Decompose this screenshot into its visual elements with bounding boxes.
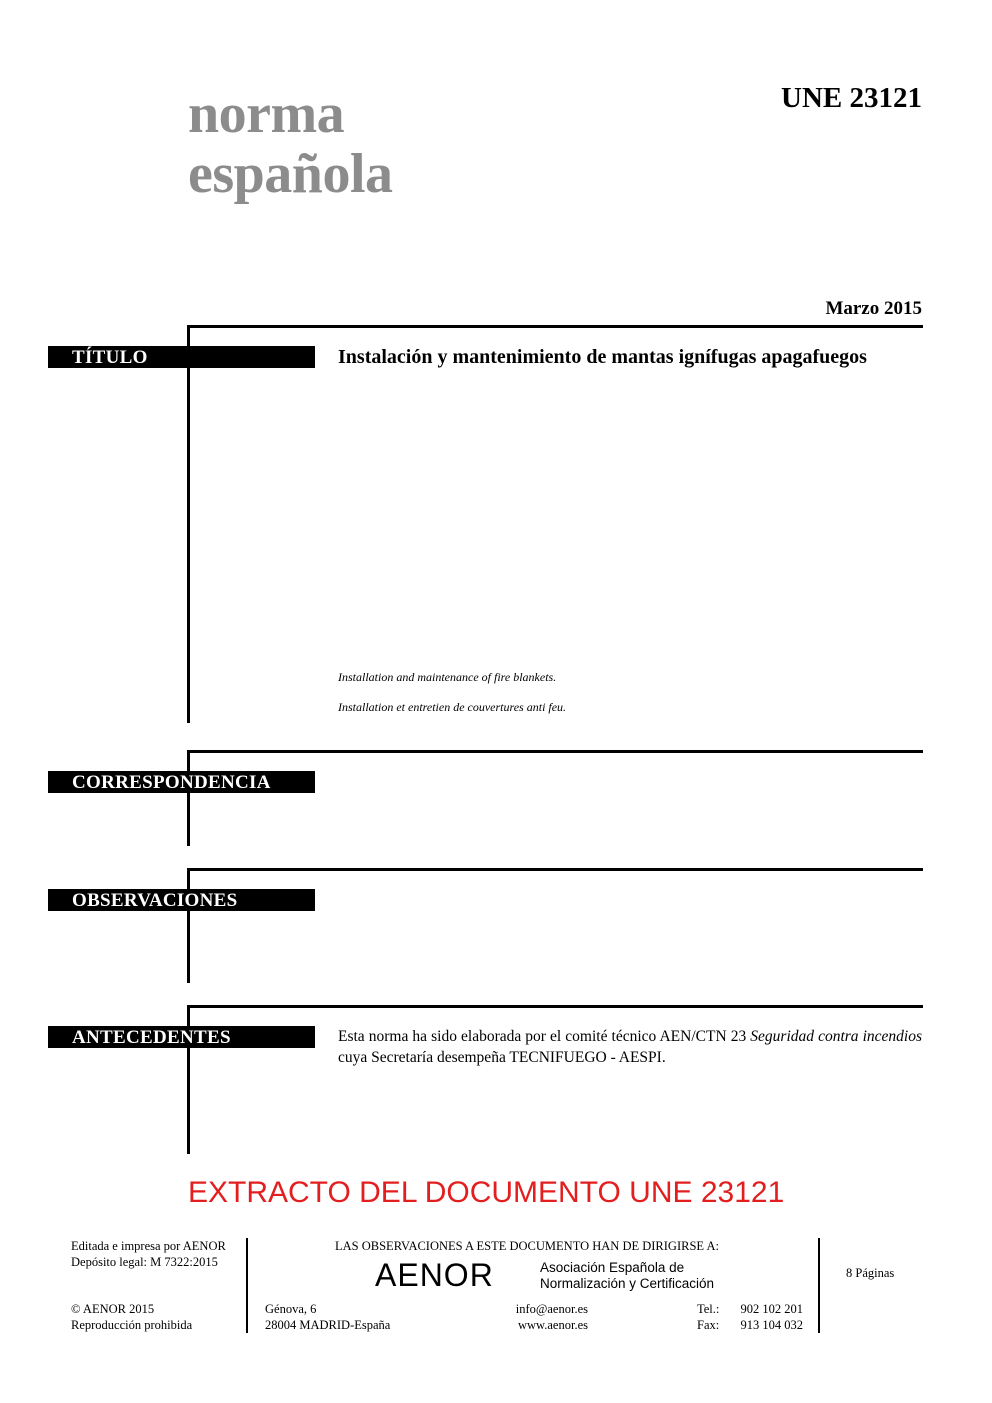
aenor-logo: AENOR (375, 1257, 494, 1293)
section-divider-correspondencia (187, 750, 923, 753)
address-city: 28004 MADRID-España (265, 1318, 391, 1332)
address-street: Génova, 6 (265, 1302, 317, 1316)
document-title: Instalación y mantenimiento de mantas ignífugas apagafuegos (338, 346, 867, 368)
label-titulo: TÍTULO (48, 346, 315, 368)
label-antecedentes: ANTECEDENTES (48, 1026, 315, 1048)
reproduction-notice: Reproducción prohibida (71, 1318, 193, 1332)
footer-divider-right (818, 1238, 820, 1333)
aenor-org-name: Asociación Española de Normalización y Certificación (540, 1260, 715, 1291)
tel-number: 902 102 201 (740, 1302, 803, 1316)
contact-email[interactable]: info@aenor.es (515, 1302, 588, 1316)
footer-phone-numbers (733, 1301, 803, 1333)
section-divider-titulo (187, 325, 923, 328)
label-observaciones: OBSERVACIONES (48, 889, 315, 911)
tel-label: Tel.: (697, 1302, 720, 1316)
contact-web[interactable]: www.aenor.es (517, 1318, 588, 1332)
footer-publisher (71, 1238, 226, 1270)
label-correspondencia: CORRESPONDENCIA (48, 771, 315, 793)
fax-label: Fax: (697, 1318, 720, 1332)
section-divider-observaciones (187, 868, 923, 871)
legal-deposit: Depósito legal: M 7322:2015 (71, 1255, 218, 1269)
committee-name: Seguridad contra incendios (750, 1028, 922, 1045)
title-english: Installation and maintenance of fire blankets. (338, 670, 557, 684)
footer-divider-left (246, 1238, 248, 1333)
publication-date: Marzo 2015 (825, 298, 922, 319)
extract-notice: EXTRACTO DEL DOCUMENTO UNE 23121 (188, 1176, 785, 1209)
section-vline-titulo (187, 325, 190, 723)
section-vline-correspondencia (187, 750, 190, 846)
copyright: © AENOR 2015 (71, 1302, 155, 1316)
footer-copyright (71, 1301, 192, 1333)
footer-address (265, 1301, 390, 1333)
fax-number: 913 104 032 (740, 1318, 803, 1332)
page-count: 8 Páginas (846, 1266, 895, 1280)
footer-phone-labels (697, 1301, 719, 1333)
title-french: Installation et entretien de couvertures anti feu. (338, 700, 567, 714)
footer-contact (509, 1301, 588, 1333)
brand-title-line1: norma (188, 83, 345, 145)
antecedentes-text: Esta norma ha sido elaborada por el comité técnico AEN/CTN 23 Seguridad contra incendios cuya Secretaría desempeña TECNIFUEGO - AESPI. (338, 1028, 922, 1066)
section-vline-observaciones (187, 868, 190, 983)
standard-code: UNE 23121 (781, 82, 922, 114)
section-divider-antecedentes (187, 1005, 923, 1008)
edited-by: Editada e impresa por AENOR (71, 1239, 226, 1253)
brand-title-line2: española (188, 143, 393, 205)
observations-notice: LAS OBSERVACIONES A ESTE DOCUMENTO HAN DE DIRIGIRSE A: (335, 1239, 719, 1253)
